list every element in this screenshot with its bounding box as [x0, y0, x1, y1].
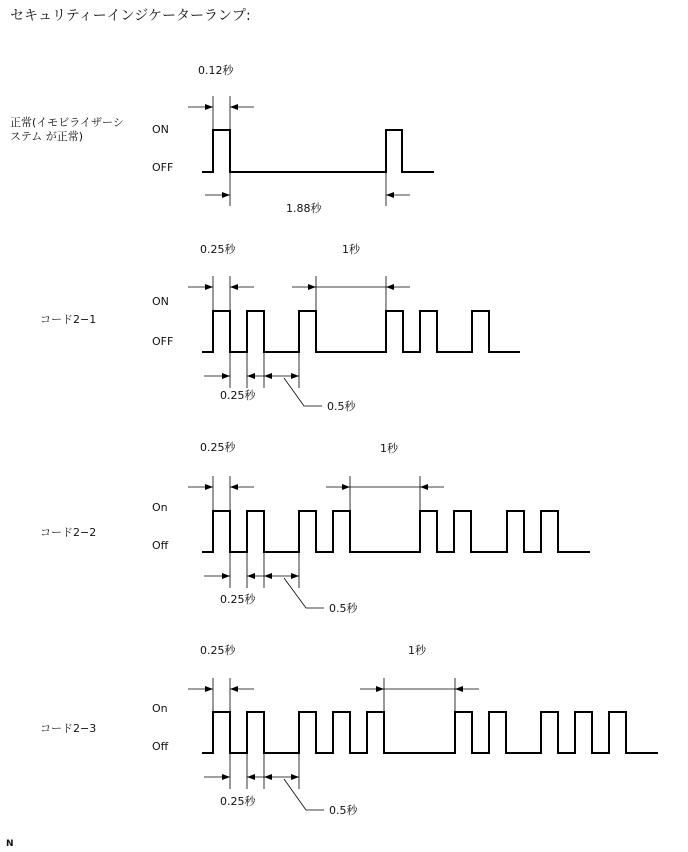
dimension-arrowhead [222, 373, 230, 379]
dimension-arrowhead [222, 573, 230, 579]
dimension-arrowhead [205, 104, 213, 110]
leader-line [284, 378, 322, 406]
dimension-arrowhead [247, 573, 255, 579]
timing-diagram-normal [10, 63, 434, 215]
half-second-label: 0.5秒 [327, 400, 356, 413]
dimension-arrowhead [376, 686, 384, 692]
dimension-arrowhead [342, 484, 350, 490]
off-level-label: OFF [152, 161, 174, 174]
off-level-label: OFF [152, 335, 174, 348]
row-label-line: 正常(イモビライザーシ [10, 116, 124, 129]
dimension-arrowhead [247, 373, 255, 379]
pulse-duration-label: 0.25秒 [200, 243, 236, 256]
dimension-arrowhead [386, 284, 394, 290]
dimension-arrowhead [264, 774, 272, 780]
dimension-arrowhead [230, 686, 238, 692]
dimension-arrowhead [291, 774, 299, 780]
timing-diagram-code-2-1 [40, 242, 520, 413]
row-label: コード2−3 [40, 722, 97, 735]
row-label: コード2−1 [40, 313, 97, 326]
page-title: セキュリティーインジケーターランプ: [10, 8, 251, 24]
dimension-arrowhead [247, 774, 255, 780]
dimension-arrowhead [455, 686, 463, 692]
half-second-label: 0.5秒 [329, 804, 358, 817]
dimension-arrowhead [205, 284, 213, 290]
signal-waveform [202, 311, 520, 352]
signal-waveform [202, 130, 434, 172]
signal-waveform [202, 712, 658, 753]
on-level-label: ON [152, 295, 169, 308]
half-second-label: 0.5秒 [329, 602, 358, 615]
dimension-arrowhead [386, 192, 394, 198]
off-pulse-duration-label: 0.25秒 [220, 389, 256, 402]
leader-line [284, 578, 324, 608]
dimension-arrowhead [264, 373, 272, 379]
leader-line [284, 779, 324, 810]
off-level-label: Off [152, 740, 169, 753]
on-level-label: On [152, 501, 168, 514]
dimension-arrowhead [308, 284, 316, 290]
gap-duration-label: 1.88秒 [286, 202, 322, 215]
off-pulse-duration-label: 0.25秒 [220, 795, 256, 808]
signal-waveform [202, 511, 590, 552]
dimension-arrowhead [205, 484, 213, 490]
dimension-arrowhead [205, 686, 213, 692]
long-gap-duration-label: 1秒 [380, 442, 398, 455]
dimension-arrowhead [264, 573, 272, 579]
dimension-arrowhead [230, 284, 238, 290]
pulse-duration-label: 0.12秒 [198, 64, 234, 77]
dimension-arrowhead [230, 104, 238, 110]
pulse-duration-label: 0.25秒 [200, 644, 236, 657]
timing-diagram-code-2-2 [40, 440, 590, 615]
off-pulse-duration-label: 0.25秒 [220, 593, 256, 606]
dimension-arrowhead [420, 484, 428, 490]
dimension-arrowhead [230, 484, 238, 490]
row-label-line: ステム が正常) [10, 130, 84, 143]
dimension-arrowhead [222, 192, 230, 198]
dimension-arrowhead [222, 774, 230, 780]
on-level-label: On [152, 702, 168, 715]
pulse-duration-label: 0.25秒 [200, 441, 236, 454]
dimension-arrowhead [291, 373, 299, 379]
dimension-arrowhead [291, 573, 299, 579]
long-gap-duration-label: 1秒 [342, 243, 360, 256]
on-level-label: ON [152, 123, 169, 136]
long-gap-duration-label: 1秒 [408, 644, 426, 657]
corner-mark: N [6, 839, 14, 849]
off-level-label: Off [152, 539, 169, 552]
timing-diagram-code-2-3 [40, 643, 658, 817]
row-label: コード2−2 [40, 526, 97, 539]
